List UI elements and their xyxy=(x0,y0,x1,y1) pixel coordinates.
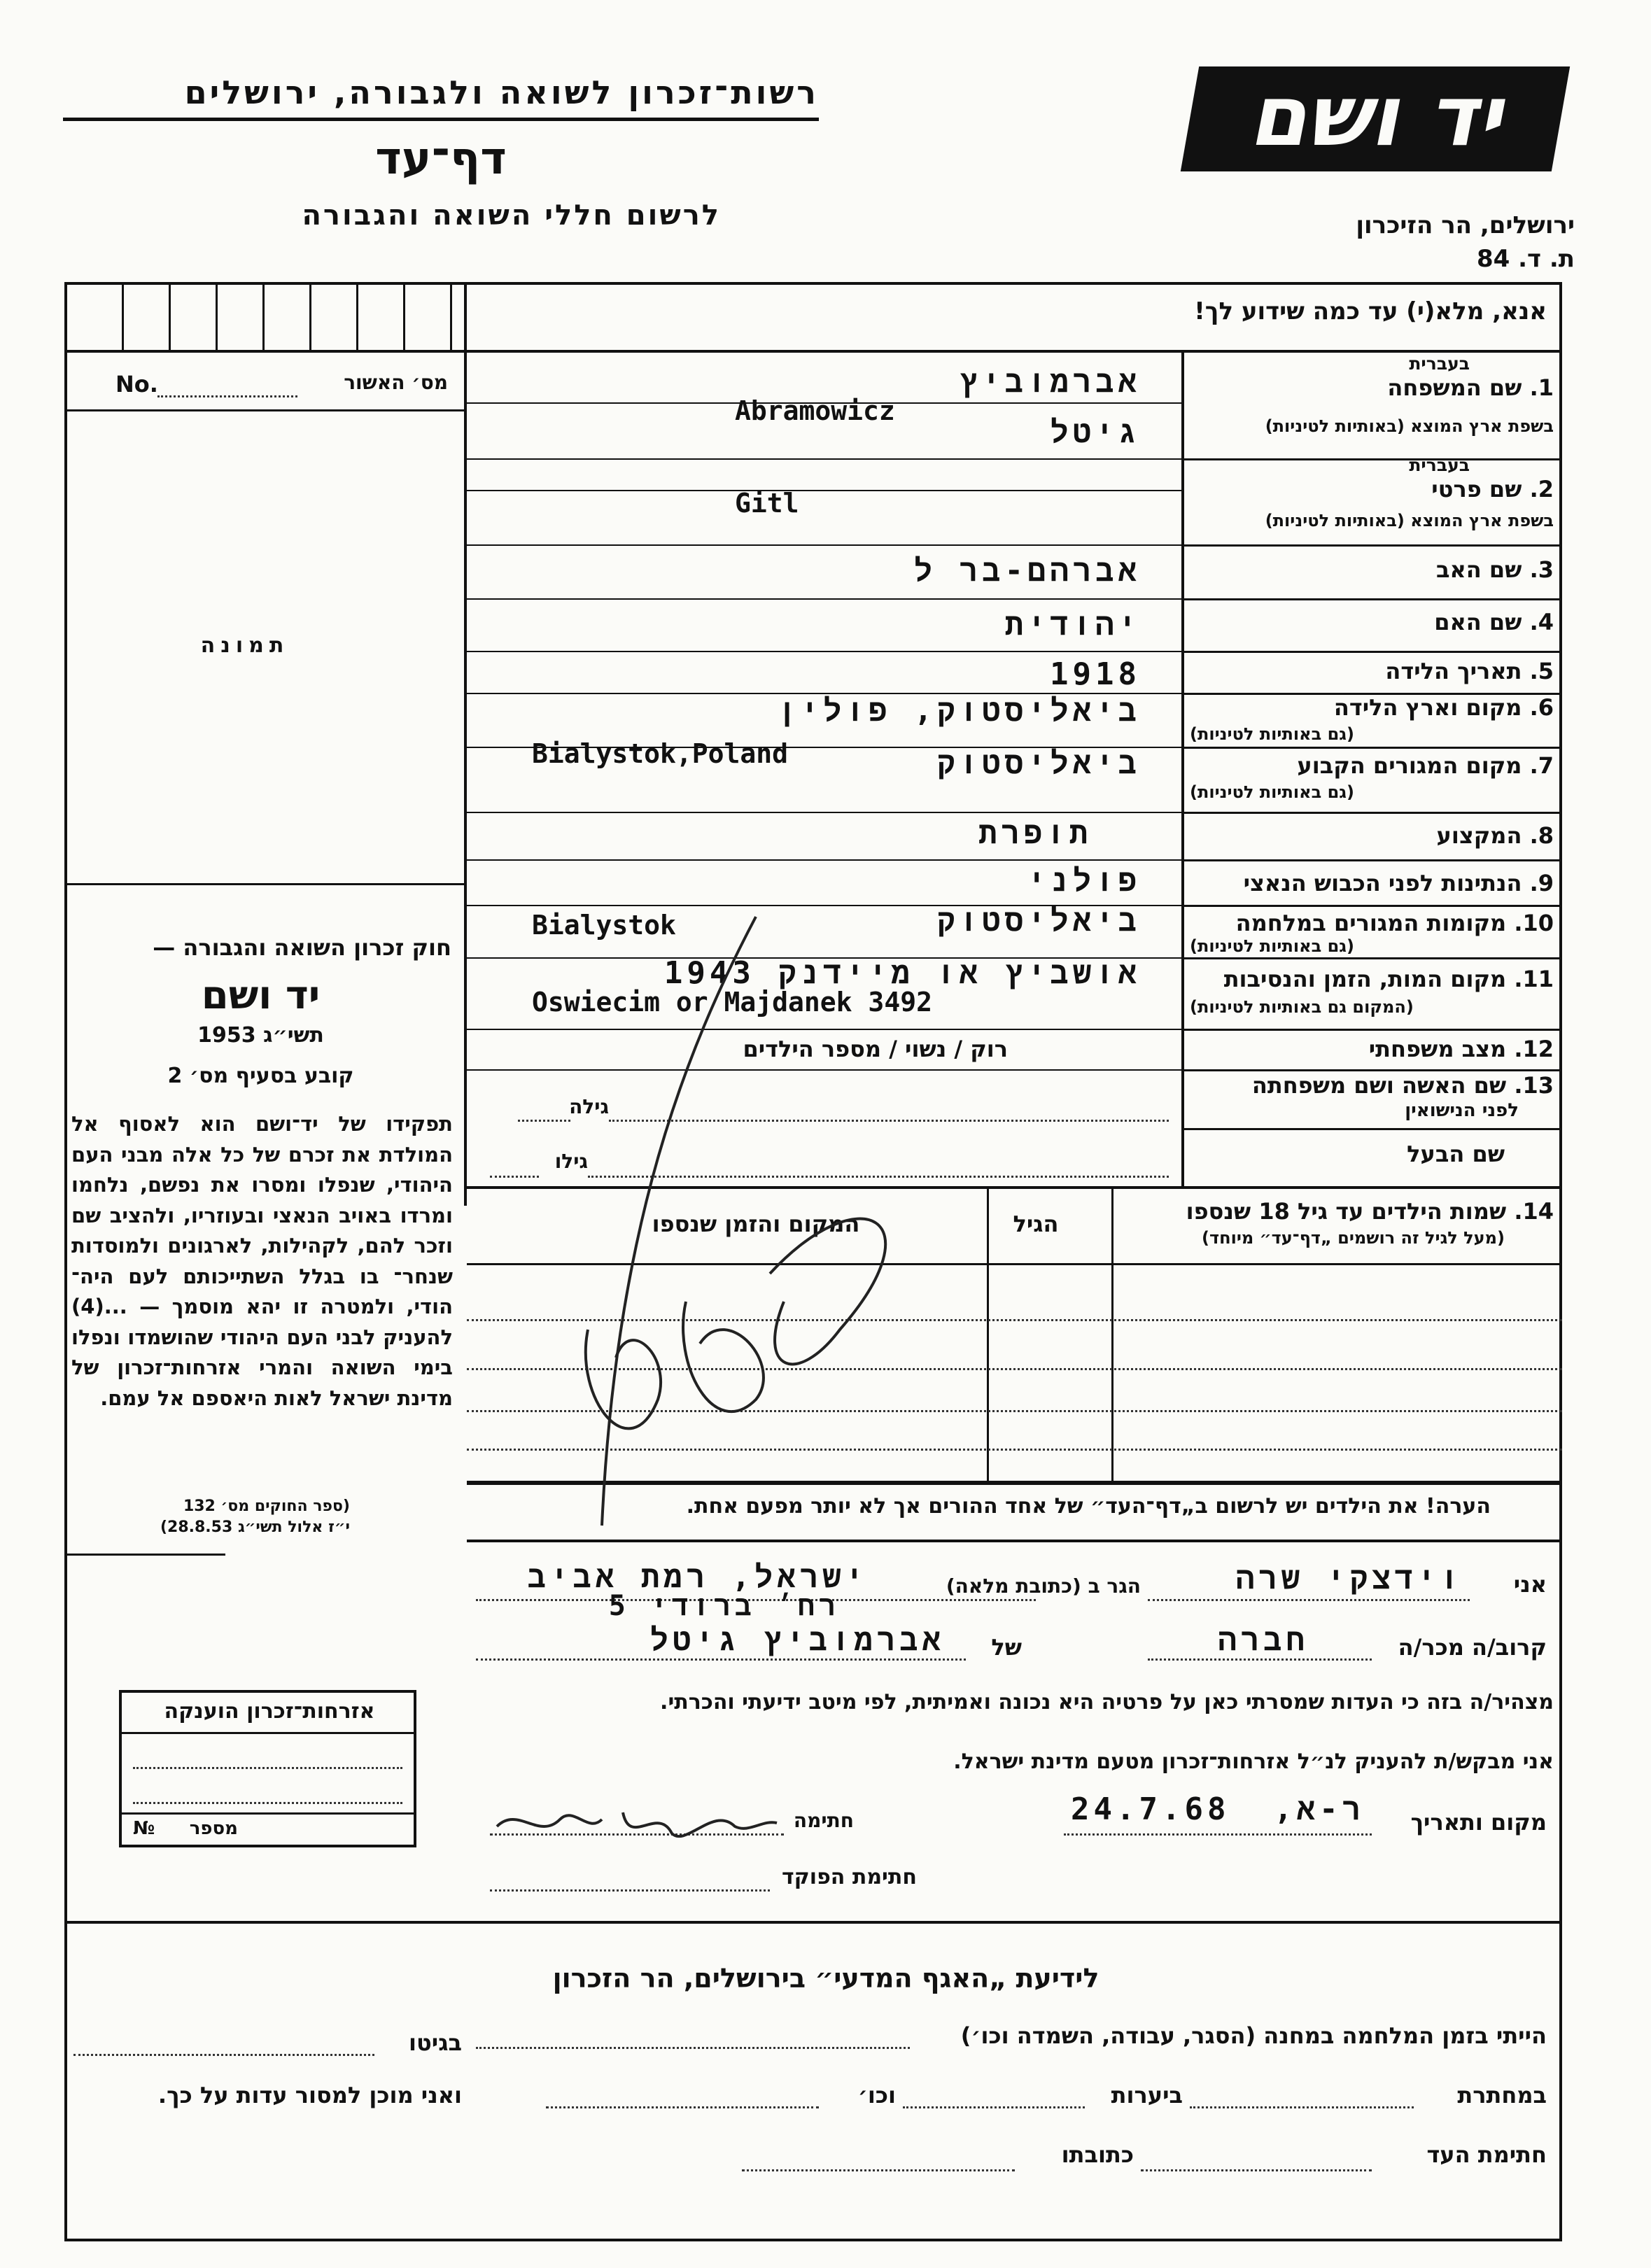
row-sep-8 xyxy=(1181,859,1562,861)
field-2-lang: בעברית xyxy=(1409,455,1470,475)
field-6-value[interactable]: ביאליסטוק, פולין xyxy=(778,693,1141,728)
place-date-label: מקום ותאריך xyxy=(1410,1809,1547,1836)
of-label: של xyxy=(991,1634,1022,1661)
relation-value[interactable]: חברה xyxy=(1218,1622,1309,1658)
field-2-latin-value[interactable]: Gitl xyxy=(735,488,799,519)
declarant-name-line[interactable] xyxy=(1148,1599,1470,1601)
footer-etc-label: וכו׳ xyxy=(857,2082,896,2108)
field-2-num: 2. xyxy=(1529,476,1554,502)
field-7-sub: (גם באותיות לטיניות) xyxy=(1190,782,1354,802)
declarant-address[interactable]: ישראל, רמת אביב xyxy=(527,1559,868,1595)
value-line-3 xyxy=(467,598,1181,600)
footer-forests-label: ביערות xyxy=(1111,2082,1183,2108)
field-11-num: 11. xyxy=(1514,966,1554,992)
field-10-latin-value[interactable]: Bialystok xyxy=(532,910,676,941)
top-row-divider xyxy=(64,350,1562,353)
footer-address-field[interactable] xyxy=(742,2169,1015,2171)
children-title: שמות הילדים עד גיל 18 שנספו xyxy=(1186,1198,1507,1225)
code-cells xyxy=(77,282,455,350)
row-sep-7 xyxy=(1181,812,1562,814)
field-7-name: מקום המגורים הקבוע xyxy=(1297,752,1522,779)
field-13-sub: לפני הנישואין xyxy=(1405,1100,1519,1121)
children-col-place: המקום והזמן שנספו xyxy=(652,1211,860,1237)
law-clause: קובע בסעיף מס׳ 2 xyxy=(167,1064,354,1088)
form-subtitle: לרשום חללי השואה והגבורה xyxy=(302,199,721,232)
field-11-label xyxy=(1190,966,1554,992)
field-10-label xyxy=(1190,910,1554,936)
declarant-address-2[interactable]: רח׳ ברודי 5 xyxy=(608,1590,840,1622)
field-11-name: מקום המות, הזמן והנסיבות xyxy=(1223,966,1507,992)
field-1-latin-value[interactable]: Abramowicz xyxy=(735,395,895,426)
citizenship-number-line xyxy=(119,1812,416,1815)
children-num: 14. xyxy=(1514,1198,1554,1225)
field-4-value[interactable]: יהודית xyxy=(1004,607,1141,642)
field-2-hebrew-value[interactable]: גיטל xyxy=(1050,414,1141,450)
institution-name: רשות־זכרון לשואה ולגבורה, ירושלים xyxy=(184,73,819,111)
field-husband-label: שם הבעל xyxy=(1407,1141,1505,1167)
field-10-num: 10. xyxy=(1514,910,1554,936)
field-12-label xyxy=(1190,1036,1554,1062)
field-4-num: 4. xyxy=(1529,609,1554,635)
law-year xyxy=(70,1023,451,1048)
footer-title: לידיעת „האגף המדעי״ בירושלים, הר הזכרון xyxy=(552,1963,1100,1994)
field-9-num: 9. xyxy=(1529,870,1554,896)
field-10-sub: (גם באותיות לטיניות) xyxy=(1190,936,1354,956)
field-9-value[interactable]: פולני xyxy=(1027,863,1141,899)
declarant-name[interactable]: וידצקי שרה xyxy=(1235,1561,1463,1596)
law-year-heb: תשי״ג xyxy=(263,1023,324,1048)
field-3-num: 3. xyxy=(1529,556,1554,583)
law-bottom-divider xyxy=(64,1554,225,1556)
value-line-7 xyxy=(467,812,1181,813)
field-1-label xyxy=(1190,374,1554,401)
field-6-sub: (גם באותיות לטיניות) xyxy=(1190,724,1354,744)
law-year-num: 1953 xyxy=(197,1023,256,1048)
field-1-hebrew-value[interactable]: אברמוביץ xyxy=(959,364,1141,400)
label-column-divider xyxy=(1181,350,1184,1186)
field-6-name: מקום וארץ הלידה xyxy=(1333,694,1522,721)
footer-line-1: הייתי בזמן המלחמה במחנה (הסגר, עבודה, השמדה וכו׳) xyxy=(960,2022,1547,2049)
declarant-signature xyxy=(490,1791,784,1854)
field-3-name: שם האב xyxy=(1435,556,1522,583)
field-13-label xyxy=(1190,1072,1554,1099)
header-underline xyxy=(63,118,819,121)
registry-no-label: No. xyxy=(115,371,158,397)
field-1-name: שם המשפחה xyxy=(1387,374,1522,401)
footer-etc-field[interactable] xyxy=(546,2106,819,2108)
address-line-1: ירושלים, הר הזיכרון xyxy=(1356,211,1575,239)
field-7-label xyxy=(1190,752,1554,779)
date-value[interactable]: 24.7.68 xyxy=(1071,1791,1230,1827)
photo-divider xyxy=(64,883,464,885)
field-7-hebrew-value[interactable]: ביאליסטוק xyxy=(936,745,1141,781)
intro-text: אנא, מלא(י) עד כמה שידוע לך! xyxy=(1194,297,1547,325)
field-5-num: 5. xyxy=(1529,658,1554,684)
footer-ghetto-field[interactable] xyxy=(73,2054,374,2056)
field-9-name: הנתינות לפני הכבוש הנאצי xyxy=(1243,870,1522,896)
field-5-label xyxy=(1190,658,1554,684)
resident-label: הגר ב (כתובת מלאה) xyxy=(946,1575,1141,1598)
signature-label: חתימה xyxy=(793,1809,854,1832)
children-col-age: הגיל xyxy=(1013,1211,1059,1237)
citizenship-title-line xyxy=(119,1732,416,1734)
officer-label: חתימת הפוקד xyxy=(782,1865,917,1889)
row-sep-13 xyxy=(1181,1128,1562,1130)
law-ref-1: (ספר החוקים מס׳ 132 xyxy=(183,1498,350,1515)
declaration-text: מצהיר/ה בזה כי העדות שמסרתי כאן על פרטיה היא נכונה ואמיתית, לפי מיטב ידיעתי והכרתי. xyxy=(660,1690,1554,1714)
row-sep-11 xyxy=(1181,1029,1562,1031)
husband-age-field[interactable] xyxy=(490,1176,539,1178)
note-text: הערה! את הילדים יש לרשום ב„דף־העד״ של אחד ההורים אך לא יותר מפעם אחת. xyxy=(686,1494,1491,1519)
registry-no-field[interactable] xyxy=(157,395,297,397)
husband-age-label: גילו xyxy=(554,1150,588,1173)
field-11-hebrew-value[interactable]: אושביץ או מיידנק 1943 xyxy=(663,955,1141,991)
field-2-sub: בשפת ארץ המוצא (באותיות לטיניות) xyxy=(1265,511,1554,530)
footer-hiding-field[interactable] xyxy=(1190,2106,1414,2108)
field-8-name: המקצוע xyxy=(1436,822,1522,849)
value-line-8 xyxy=(467,859,1181,861)
field-12-value[interactable]: רוק / נשוי / מספר הילדים xyxy=(743,1036,1008,1062)
field-2-name: שם פרטי xyxy=(1431,476,1522,502)
footer-address-label: כתובתו xyxy=(1061,2141,1134,2168)
children-sub: (מעל לגיל זה רושמים „דף־עד״ מיוחד) xyxy=(1202,1228,1505,1248)
field-13-num: 13. xyxy=(1514,1072,1554,1099)
field-6-num: 6. xyxy=(1529,694,1554,721)
signature-scribble-large xyxy=(546,910,1001,1540)
officer-line[interactable] xyxy=(490,1889,770,1892)
field-7-latin-value[interactable]: Bialystok,Poland xyxy=(532,738,789,769)
of-name-value[interactable]: אברמוביץ גיטל xyxy=(649,1622,945,1658)
field-12-name: מצב משפחתי xyxy=(1368,1036,1507,1062)
law-name: יד ושם xyxy=(201,973,321,1018)
law-text: תפקידו של יד־ושם הוא לאסוף אל המולדת את זכרם של כל אלה מבני העם היהודי, שנפלו ומסרו את נפשם, נלחמו ומרדו באויב הנאצי ובעוזריו, ולהציב שם וזכר להם, לקהילות, לארגונים ולמוסדות שנחר־ בו בגלל השתייכותם לעם היה־ הודי, ולמטרה זו יהא מוסמך — ...(4) להעניק לבני העם היהודי שהושמדו ונפלו בימי השואה והמרי אזרחות־זכרון של מדינת ישראל לאות היאספם אל עמם. xyxy=(71,1112,453,1410)
field-1-lang: בעברית xyxy=(1409,353,1470,374)
row-sep-2 xyxy=(1181,544,1562,547)
field-3-value[interactable]: אברהם-בר ל xyxy=(913,553,1141,589)
footer-witness-sig-label: חתימת העד xyxy=(1426,2141,1547,2168)
field-13-age-label: גילה xyxy=(569,1095,609,1118)
field-1-num: 1. xyxy=(1529,374,1554,401)
row-sep-12 xyxy=(1181,1069,1562,1071)
footer-ready: ואני מוכן למסור עדות על כך. xyxy=(157,2082,462,2108)
value-line-4 xyxy=(467,651,1181,652)
children-col-divider-1 xyxy=(1111,1189,1113,1483)
citizenship-field-1[interactable] xyxy=(133,1767,402,1769)
citizenship-number-label: מספר xyxy=(189,1818,238,1839)
row-sep-10 xyxy=(1181,957,1562,959)
ani-label: אני xyxy=(1513,1571,1547,1598)
registry-label: מס׳ האשור xyxy=(344,371,448,394)
value-line-1b xyxy=(467,458,1181,460)
footer-witness-sig-field[interactable] xyxy=(1141,2169,1372,2171)
field-8-value[interactable]: תופרת xyxy=(978,815,1092,851)
children-label xyxy=(1113,1198,1554,1225)
value-line-2b xyxy=(467,544,1181,546)
footer-hiding-label: במחתרת xyxy=(1457,2082,1547,2108)
field-8-label xyxy=(1190,822,1554,849)
field-11-latin-value[interactable]: Oswiecim or Majdanek 3492 xyxy=(532,987,932,1017)
relation-label: קרוב/ה מכר/ה xyxy=(1398,1634,1547,1661)
request-text: אני מבקש/ת להעניק לנ״ל אזרחות־זכרון מטעם מדינת ישראל. xyxy=(953,1749,1554,1774)
field-13-name: שם האשה ושם משפחתה xyxy=(1251,1072,1507,1099)
footer-camp-field[interactable] xyxy=(476,2047,910,2049)
field-2-label xyxy=(1190,476,1554,502)
field-5-name: תאריך הלידה xyxy=(1385,658,1522,684)
field-1-sub: בשפת ארץ המוצא (באותיות לטיניות) xyxy=(1265,416,1554,436)
photo-label: תמונה xyxy=(200,633,290,658)
citizenship-no: № xyxy=(133,1818,155,1839)
left-column-divider xyxy=(464,282,467,1206)
field-5-value[interactable]: 1918 xyxy=(1050,656,1141,692)
row-sep-3 xyxy=(1181,598,1562,600)
field-8-num: 8. xyxy=(1529,822,1554,849)
law-ref-2: י״ז אלול תשי״ג 28.8.53) xyxy=(160,1519,350,1536)
footer-forests-field[interactable] xyxy=(903,2106,1085,2108)
registry-divider xyxy=(64,409,464,411)
note-bottom-line xyxy=(467,1540,1562,1542)
citizenship-field-2[interactable] xyxy=(133,1802,402,1804)
field-4-name: שם האם xyxy=(1434,609,1522,635)
footer-top-line xyxy=(64,1921,1562,1924)
field-12-num: 12. xyxy=(1514,1036,1554,1062)
logo-text: יד ושם xyxy=(1248,68,1503,165)
footer-ghetto-label: בגיטו xyxy=(409,2029,462,2056)
row-sep-4 xyxy=(1181,651,1562,653)
row-sep-9 xyxy=(1181,905,1562,907)
place-value[interactable]: ר-א, xyxy=(1274,1791,1365,1827)
row-sep-6 xyxy=(1181,747,1562,749)
field-11-sub: (המקום גם באותיות לטיניות) xyxy=(1190,997,1414,1017)
field-3-label xyxy=(1190,556,1554,583)
field-7-num: 7. xyxy=(1529,752,1554,779)
place-date-line[interactable] xyxy=(1064,1833,1372,1836)
field-9-label xyxy=(1190,870,1554,896)
address-line-2: ת. ד. 84 xyxy=(1476,245,1575,273)
form-title: דף־עד xyxy=(375,133,507,185)
field-4-label xyxy=(1190,609,1554,635)
field-10-name: מקומות המגורים במלחמה xyxy=(1235,910,1507,936)
field-6-label xyxy=(1190,694,1554,721)
field-10-hebrew-value[interactable]: ביאליסטוק xyxy=(936,903,1141,938)
law-title: חוק זכרון השואה והגבורה — xyxy=(153,934,451,961)
citizenship-title: אזרחות־זכרון הוענקה xyxy=(164,1699,375,1724)
